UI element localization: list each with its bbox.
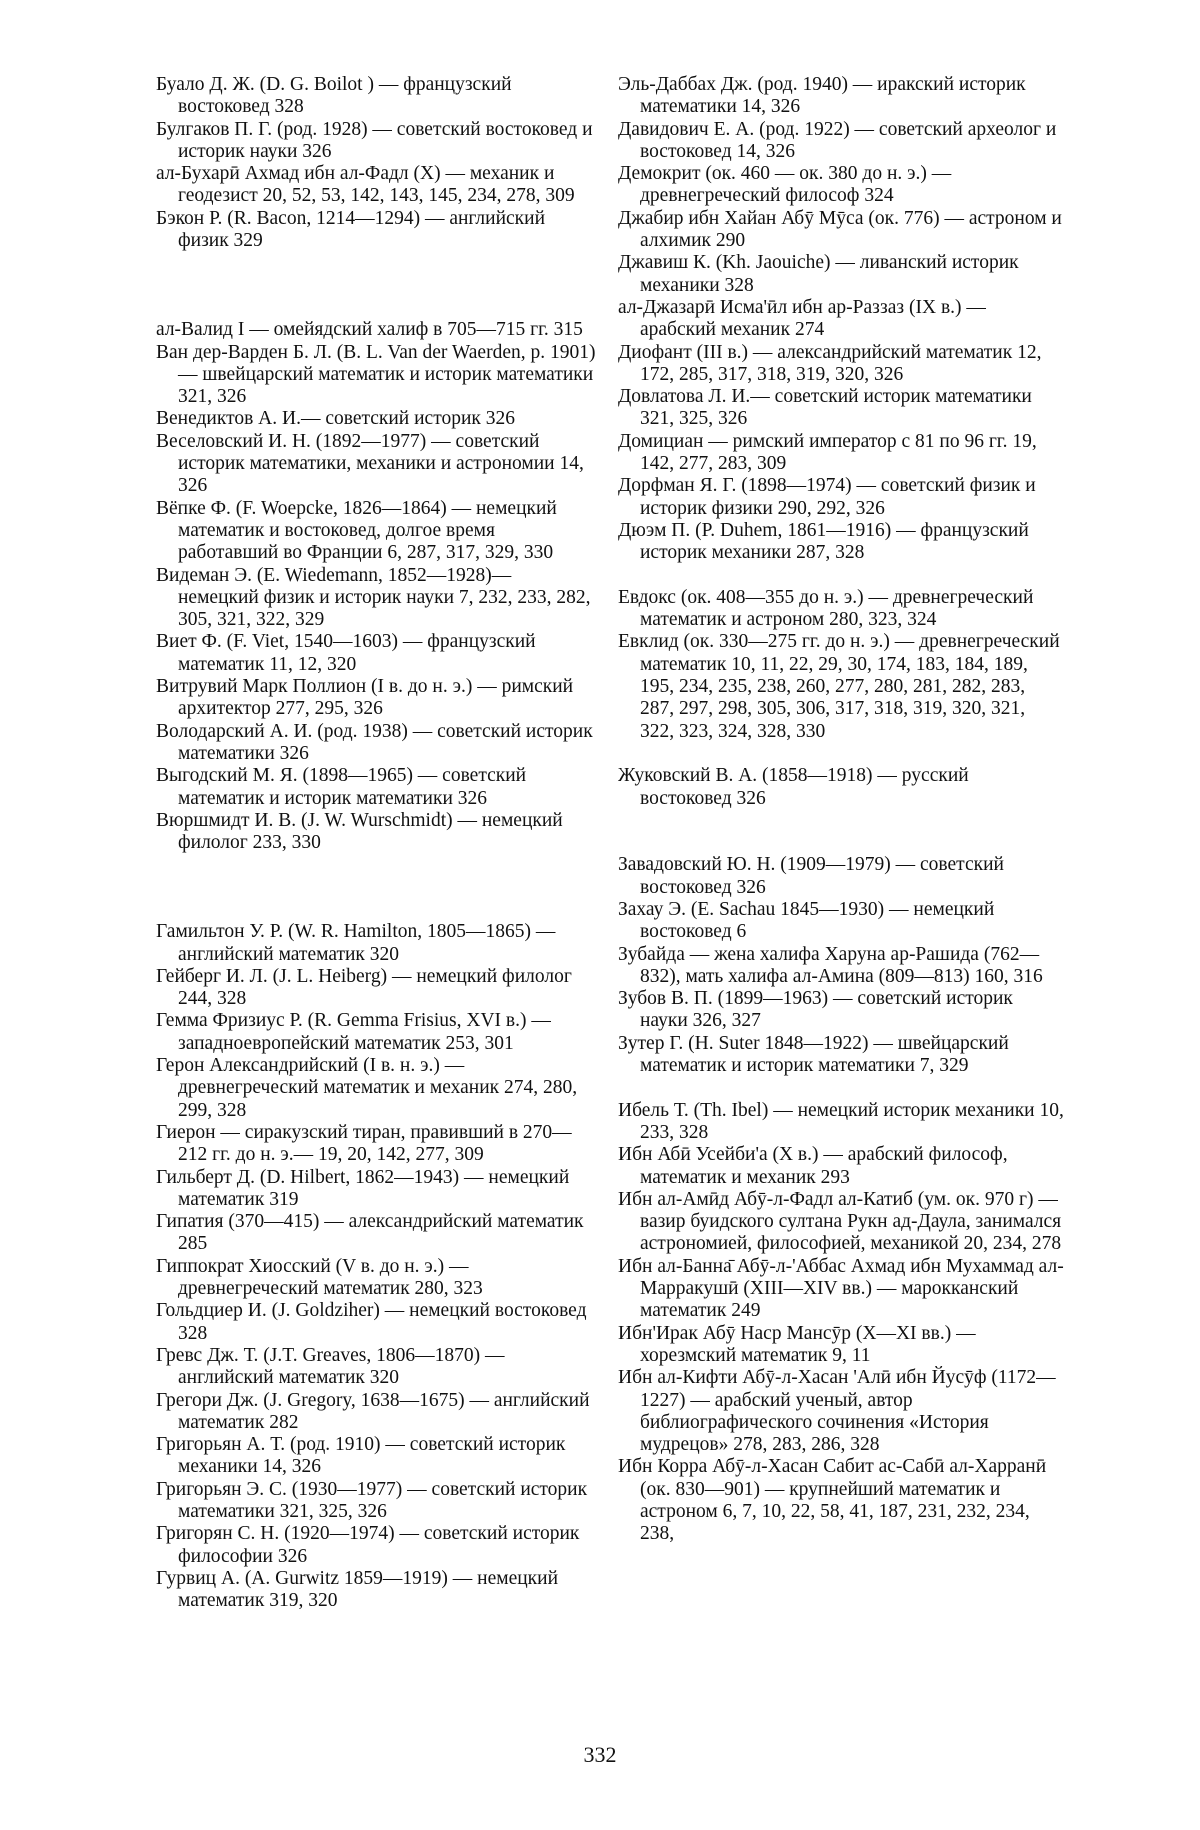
index-entry: Диофант (III в.) — александрийский математик 12, 172, 285, 317, 318, 319, 320, 326 (618, 341, 1042, 385)
index-entry: Бэкон Р. (R. Bacon, 1214—1294) — английский физик 329 (156, 207, 546, 252)
index-entry: Захау Э. (E. Sachau 1845—1930) — немецкий востоковед 6 (618, 898, 995, 943)
index-entry: Гамильтон У. Р. (W. R. Hamilton, 1805—1865) — английский математик 320 (156, 921, 556, 965)
section-gap (156, 854, 596, 921)
index-entry: Григорьян Э. С. (1930—1977) — советский историк математики 321, 325, 326 (156, 1478, 588, 1522)
section-gap (618, 743, 1064, 765)
index-entry: Ван дер-Варден Б. Л. (B. L. Van der Waerden, р. 1901) — швейцарский математик и историк математики 321, 326 (156, 341, 596, 408)
index-entry: Булгаков П. Г. (род. 1928) — советский востоковед и историк науки 326 (156, 118, 593, 162)
right-column (618, 74, 1064, 1546)
index-entry: Зубов В. П. (1899—1963) — советский историк науки 326, 327 (618, 988, 1013, 1032)
section-gap (156, 252, 596, 319)
index-entry: Ибн'Ирак Абӯ Наср Мансӯр (X—XI вв.) — хорезмский математик 9, 11 (618, 1322, 976, 1366)
index-entry: Домициан — римский император с 81 по 96 гг. 19, 142, 277, 283, 309 (618, 430, 1037, 475)
index-entry: Венедиктов А. И.— советский историк 326 (156, 408, 516, 430)
index-entry: Герон Александрийский (I в. н. э.) — древнегреческий математик и механик 274, 280, 299, 328 (156, 1055, 578, 1121)
index-entry: Ибель Т. (Th. Ibel) — немецкий историк механики 10, 233, 328 (618, 1099, 1064, 1143)
index-entry: Гревс Дж. Т. (J.T. Greaves, 1806—1870) — английский математик 320 (156, 1344, 505, 1389)
index-entry: Ибн Корра Абӯ-л-Хасан Сабит ас-Сабӣ ал-Харранӣ (ок. 830—901) — крупнейший математик и астроном 6, 7, 10, 22, 58, 41, 187, 231, 232, 234, 238, (618, 1456, 1047, 1545)
index-entry: Евклид (ок. 330—275 гг. до н. э.) — древнегреческий математик 10, 11, 22, 29, 30, 174, 183, 184, 189, 195, 234, 235, 238, 260, 277, 280, 281, 282, 283, 287, 297, 298, 305, 306, 317, 318, 319, 320, 321, 322, 323, 324, 328, 330 (618, 631, 1060, 742)
index-entry: Витрувий Марк Поллион (I в. до н. э.) — римский архитектор 277, 295, 326 (156, 676, 574, 720)
index-entry: Григорьян А. Т. (род. 1910) — советский историк механики 14, 326 (156, 1434, 566, 1478)
index-entry: Довлатова Л. И.— советский историк математики 321, 325, 326 (618, 386, 1032, 430)
index-entry: Ибн ал-Амӣд Абӯ-л-Фадл ал-Катиб (ум. ок. 970 г) — вазир буидского султана Рукн ад-Даула, занимался астрономией, философией, механикой 20, 234, 278 (618, 1188, 1062, 1255)
index-entry: Веселовский И. Н. (1892—1977) — советский историк математики, механики и астрономии 14, 326 (156, 430, 584, 497)
section-gap (618, 565, 1064, 587)
index-entry: Гемма Фризиус Р. (R. Gemma Frisius, XVI в.) — западноевропейский математик 253, 301 (156, 1010, 551, 1054)
index-entry: Джабир ибн Хайан Абӯ Мӯса (ок. 776) — астроном и алхимик 290 (618, 207, 1062, 252)
index-entry: Эль-Даббах Дж. (род. 1940) — иракский историк математики 14, 326 (618, 74, 1026, 118)
index-entry: ал-Джазарӣ Исма'ӣл ибн ар-Раззаз (IX в.) — арабский механик 274 (618, 296, 986, 341)
page-number: 332 (583, 1742, 617, 1767)
index-entry: Джавиш К. (Kh. Jaouiche) — ливанский историк механики 328 (618, 252, 1019, 296)
index-entry: Дюэм П. (P. Duhem, 1861—1916) — французский историк механики 287, 328 (618, 519, 1029, 564)
index-entry: Ибн ал-Кифти Абӯ-л-Хасан 'Алӣ ибн Йусӯф (1172—1227) — арабский ученый, автор библиографического сочинения «История мудрецов» 278, 283, 286, 328 (618, 1367, 1056, 1456)
index-entry: Гиппократ Хиосский (V в. до н. э.) — древнегреческий математик 280, 323 (156, 1255, 483, 1300)
index-entry: Гильберт Д. (D. Hilbert, 1862—1943) — немецкий математик 319 (156, 1166, 570, 1210)
index-entry: Жуковский В. А. (1858—1918) — русский востоковед 326 (618, 765, 969, 809)
index-entry: Гейберг И. Л. (J. L. Heiberg) — немецкий филолог 244, 328 (156, 965, 572, 1010)
index-entry: Зутер Г. (H. Suter 1848—1922) — швейцарский математик и историк математики 7, 329 (618, 1032, 1009, 1077)
index-entry: Гиерон — сиракузский тиран, правивший в 270—212 гг. до н. э.— 19, 20, 142, 277, 309 (156, 1121, 572, 1166)
index-entry: Видеман Э. (E. Wiedemann, 1852—1928)— немецкий физик и историк науки 7, 232, 233, 282, 305, 321, 322, 329 (156, 564, 591, 631)
index-entry: Зубайда — жена халифа Харуна ар-Рашида (762—832), мать халифа ал-Амина (809—813) 160, 316 (618, 943, 1043, 987)
index-entry: Давидович Е. А. (род. 1922) — советский археолог и востоковед 14, 326 (618, 118, 1057, 162)
index-entry: ал-Бухарӣ Ахмад ибн ал-Фадл (X) — механик и геодезист 20, 52, 53, 142, 143, 145, 234, 278, 309 (156, 163, 575, 207)
index-entry: Ибн Абӣ Усейби'а (X в.) — арабский философ, математик и механик 293 (618, 1144, 1008, 1188)
index-entry: Гурвиц А. (A. Gurwitz 1859—1919) — немецкий математик 319, 320 (156, 1567, 559, 1612)
index-entry: Володарский А. И. (род. 1938) — советский историк математики 326 (156, 720, 593, 764)
index-entry: Евдокс (ок. 408—355 до н. э.) — древнегреческий математик и астроном 280, 323, 324 (618, 586, 1034, 631)
index-entry: ал-Валид I — омейядский халиф в 705—715 гг. 315 (156, 319, 583, 341)
index-entry: Выгодский М. Я. (1898—1965) — советский математик и историк математики 326 (156, 765, 527, 809)
index-entry: Дорфман Я. Г. (1898—1974) — советский физик и историк физики 290, 292, 326 (618, 475, 1036, 519)
index-entry: Виет Ф. (F. Viet, 1540—1603) — французский математик 11, 12, 320 (156, 631, 536, 675)
index-entry: Буало Д. Ж. (D. G. Boilot ) — французский востоковед 328 (156, 74, 512, 118)
index-entry: Вёпке Ф. (F. Woepcke, 1826—1864) — немецкий математик и востоковед, долгое время работавший во Франции 6, 287, 317, 329, 330 (156, 497, 557, 564)
index-entry: Завадовский Ю. Н. (1909—1979) — советский востоковед 326 (618, 854, 1004, 898)
index-entry: Вюршмидт И. В. (J. W. Wurschmidt) — немецкий филолог 233, 330 (156, 809, 563, 854)
left-column (156, 74, 596, 1612)
index-entry: Григорян С. Н. (1920—1974) — советский историк философии 326 (156, 1523, 580, 1567)
index-entry: Грегори Дж. (J. Gregory, 1638—1675) — английский математик 282 (156, 1389, 590, 1433)
index-entry: Гипатия (370—415) — александрийский математик 285 (156, 1211, 584, 1255)
section-gap (618, 810, 1064, 855)
index-entry: Ибн ал-Банна̄ Абӯ-л-'Аббас Ахмад ибн Мухаммад ал-Марракушӣ (XIII—XIV вв.) — марокканский математик 249 (618, 1255, 1064, 1322)
section-gap (618, 1077, 1064, 1099)
index-entry: Гольдциер И. (J. Goldziher) — немецкий востоковед 328 (156, 1300, 587, 1344)
index-entry: Демокрит (ок. 460 — ок. 380 до н. э.) — древнегреческий философ 324 (618, 163, 952, 207)
